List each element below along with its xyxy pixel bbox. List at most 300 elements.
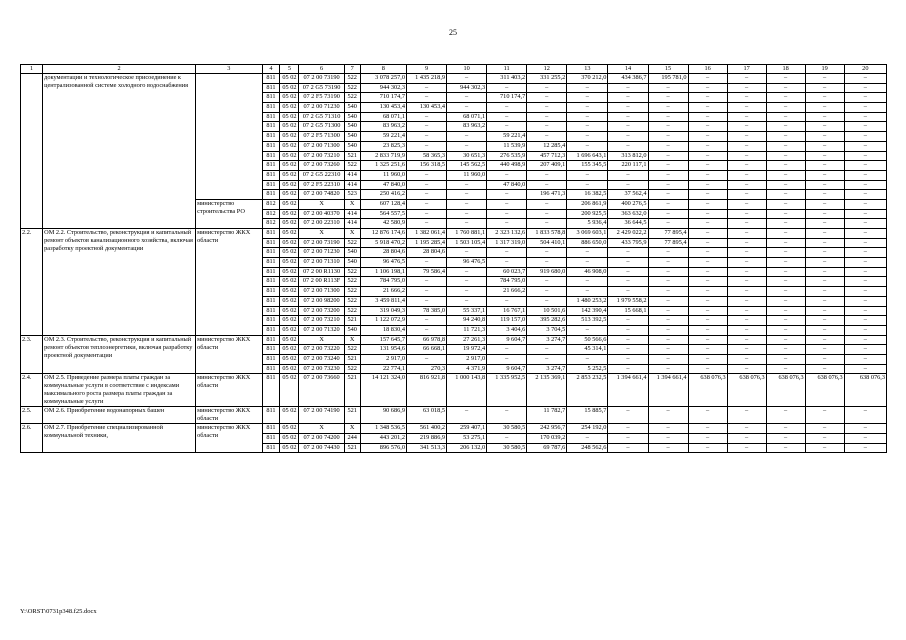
amount-cell: – — [648, 199, 688, 209]
header-cell: 2 — [43, 65, 196, 74]
amount-cell: 710 174,7 — [487, 93, 527, 103]
amount-cell: – — [844, 345, 886, 355]
amount-cell: – — [727, 267, 766, 277]
amount-cell: – — [844, 122, 886, 132]
budget-code-cell: 07 2 F5 71300 — [299, 132, 344, 142]
amount-cell: – — [567, 434, 608, 444]
budget-code-cell: 05 02 — [280, 209, 299, 219]
amount-cell: – — [487, 258, 527, 268]
amount-cell: – — [805, 170, 844, 180]
budget-code-cell: 07 2 00 74190 — [299, 407, 344, 424]
budget-code-cell: 07 2 00 40370 — [299, 209, 344, 219]
amount-cell: 11 539,9 — [487, 141, 527, 151]
amount-cell: 131 954,6 — [360, 345, 406, 355]
amount-cell: – — [406, 209, 446, 219]
amount-cell: – — [648, 424, 688, 434]
amount-cell: – — [844, 83, 886, 93]
budget-code-cell: 07 2 00 74430 — [299, 443, 344, 453]
amount-cell: – — [608, 287, 648, 297]
amount-cell: – — [688, 170, 727, 180]
header-cell: 7 — [344, 65, 360, 74]
budget-code-cell: 811 — [262, 258, 280, 268]
amount-cell: 11 721,3 — [447, 325, 487, 335]
amount-cell: 1 480 253,2 — [567, 296, 608, 306]
amount-cell: 157 645,7 — [360, 335, 406, 345]
amount-cell: 5 918 470,2 — [360, 238, 406, 248]
amount-cell: – — [688, 229, 727, 239]
table-row — [21, 229, 887, 239]
amount-cell: – — [527, 199, 567, 209]
amount-cell: – — [766, 277, 805, 287]
amount-cell: – — [688, 180, 727, 190]
amount-cell: 434 386,7 — [608, 74, 648, 84]
budget-code-cell: 07 2 G5 71300 — [299, 122, 344, 132]
amount-cell: 886 650,0 — [567, 238, 608, 248]
budget-code-cell: 07 2 00 71230 — [299, 103, 344, 113]
amount-cell: 21 666,2 — [360, 287, 406, 297]
budget-code-cell: 05 02 — [280, 407, 299, 424]
budget-code-cell: 540 — [344, 248, 360, 258]
amount-cell: 1 760 881,1 — [447, 229, 487, 239]
amount-cell: 19 972,4 — [447, 345, 487, 355]
responsible-executor: министерство ЖКХ области — [196, 335, 262, 374]
amount-cell: 60 023,7 — [487, 267, 527, 277]
amount-cell: 561 400,2 — [406, 424, 446, 434]
amount-cell: – — [766, 141, 805, 151]
budget-code-cell: 521 — [344, 374, 360, 407]
amount-cell: – — [766, 407, 805, 424]
amount-cell: 1 106 198,1 — [360, 267, 406, 277]
budget-code-cell: 05 02 — [280, 296, 299, 306]
budget-code-cell: 07 2 00 73230 — [299, 364, 344, 374]
amount-cell: – — [447, 219, 487, 229]
header-cell: 8 — [360, 65, 406, 74]
amount-cell: – — [805, 229, 844, 239]
budget-code-cell: 07 2 00 74820 — [299, 190, 344, 200]
amount-cell: – — [727, 199, 766, 209]
amount-cell: – — [688, 364, 727, 374]
budget-code-cell: 811 — [262, 83, 280, 93]
amount-cell: – — [805, 132, 844, 142]
amount-cell: – — [527, 112, 567, 122]
amount-cell: 207 409,1 — [527, 161, 567, 171]
amount-cell: 21 666,2 — [487, 287, 527, 297]
amount-cell: 130 453,4 — [406, 103, 446, 113]
item-number: 2.4. — [21, 374, 43, 407]
amount-cell: – — [688, 209, 727, 219]
amount-cell: – — [406, 83, 446, 93]
budget-code-cell: 523 — [344, 190, 360, 200]
budget-code-cell: 05 02 — [280, 345, 299, 355]
header-cell: 17 — [727, 65, 766, 74]
budget-code-cell: 05 02 — [280, 132, 299, 142]
budget-code-cell: 522 — [344, 345, 360, 355]
amount-cell: – — [608, 112, 648, 122]
budget-code-cell: 05 02 — [280, 354, 299, 364]
budget-code-cell: 414 — [344, 170, 360, 180]
amount-cell: – — [648, 335, 688, 345]
budget-code-cell: 811 — [262, 443, 280, 453]
amount-cell: – — [648, 277, 688, 287]
amount-cell: 200 925,5 — [567, 209, 608, 219]
amount-cell: – — [648, 190, 688, 200]
amount-cell: – — [844, 277, 886, 287]
header-cell: 10 — [447, 65, 487, 74]
amount-cell: – — [487, 122, 527, 132]
amount-cell: – — [447, 267, 487, 277]
amount-cell: – — [527, 170, 567, 180]
amount-cell: 14 121 324,0 — [360, 374, 406, 407]
amount-cell: 47 840,0 — [487, 180, 527, 190]
amount-cell: – — [567, 83, 608, 93]
amount-cell: – — [608, 258, 648, 268]
amount-cell: 47 840,0 — [360, 180, 406, 190]
amount-cell: – — [527, 248, 567, 258]
amount-cell: – — [805, 180, 844, 190]
amount-cell: – — [805, 306, 844, 316]
amount-cell: 206 132,0 — [447, 443, 487, 453]
amount-cell: 440 498,9 — [487, 161, 527, 171]
amount-cell: – — [688, 219, 727, 229]
amount-cell: – — [648, 93, 688, 103]
amount-cell: – — [766, 443, 805, 453]
responsible-executor — [196, 74, 262, 200]
amount-cell: – — [844, 258, 886, 268]
amount-cell: – — [688, 424, 727, 434]
amount-cell: 3 078 257,0 — [360, 74, 406, 84]
header-cell: 18 — [766, 65, 805, 74]
amount-cell: 156 318,5 — [406, 161, 446, 171]
amount-cell: – — [567, 122, 608, 132]
amount-cell: – — [766, 199, 805, 209]
amount-cell: – — [844, 407, 886, 424]
amount-cell: – — [688, 83, 727, 93]
amount-cell: – — [487, 209, 527, 219]
amount-cell: – — [688, 112, 727, 122]
amount-cell: – — [727, 170, 766, 180]
amount-cell: 28 804,6 — [406, 248, 446, 258]
amount-cell: – — [447, 248, 487, 258]
amount-cell: 944 302,3 — [360, 83, 406, 93]
amount-cell: – — [727, 335, 766, 345]
header-row — [21, 65, 887, 74]
amount-cell: 59 221,4 — [360, 132, 406, 142]
amount-cell: – — [688, 354, 727, 364]
amount-cell: – — [766, 112, 805, 122]
amount-cell: – — [805, 74, 844, 84]
budget-code-cell: 07 2 00 73220 — [299, 345, 344, 355]
amount-cell: – — [805, 434, 844, 444]
amount-cell: – — [805, 112, 844, 122]
amount-cell: – — [567, 132, 608, 142]
budget-code-cell: X — [344, 335, 360, 345]
amount-cell: – — [766, 424, 805, 434]
amount-cell: 363 632,0 — [608, 209, 648, 219]
amount-cell: – — [447, 199, 487, 209]
budget-code-cell: 05 02 — [280, 229, 299, 239]
amount-cell: – — [447, 132, 487, 142]
header-cell: 19 — [805, 65, 844, 74]
amount-cell: – — [844, 229, 886, 239]
amount-cell: 42 580,9 — [360, 219, 406, 229]
amount-cell: – — [688, 122, 727, 132]
amount-cell: 896 576,0 — [360, 443, 406, 453]
amount-cell: – — [447, 141, 487, 151]
amount-cell: – — [727, 229, 766, 239]
amount-cell: – — [844, 93, 886, 103]
amount-cell: 1 833 578,8 — [527, 229, 567, 239]
amount-cell: – — [844, 190, 886, 200]
amount-cell: 3 069 603,1 — [567, 229, 608, 239]
amount-cell: – — [805, 424, 844, 434]
amount-cell: – — [805, 151, 844, 161]
amount-cell: 23 825,3 — [360, 141, 406, 151]
amount-cell: – — [805, 141, 844, 151]
budget-code-cell: X — [299, 335, 344, 345]
amount-cell: – — [447, 209, 487, 219]
amount-cell: – — [805, 335, 844, 345]
responsible-executor: министерство ЖКХ области — [196, 229, 262, 336]
amount-cell: – — [844, 180, 886, 190]
item-number — [21, 74, 43, 229]
table-row — [21, 335, 887, 345]
budget-code-cell: 811 — [262, 407, 280, 424]
responsible-executor: министерство строительства РО — [196, 199, 262, 228]
amount-cell: – — [648, 364, 688, 374]
amount-cell: 4 371,9 — [447, 364, 487, 374]
amount-cell: – — [727, 407, 766, 424]
amount-cell: – — [608, 316, 648, 326]
amount-cell: – — [608, 248, 648, 258]
amount-cell: – — [608, 277, 648, 287]
budget-code-cell: 811 — [262, 151, 280, 161]
amount-cell: 242 956,7 — [527, 424, 567, 434]
amount-cell: 1 317 319,0 — [487, 238, 527, 248]
amount-cell: 433 795,9 — [608, 238, 648, 248]
measure-name: ОМ 2.5. Приведение размера платы граждан за коммунальные услуги в соответствие с индексами максимального роста размера платы граждан за коммунальные услуги — [43, 374, 196, 407]
amount-cell: – — [567, 258, 608, 268]
amount-cell: – — [688, 161, 727, 171]
amount-cell: – — [727, 306, 766, 316]
amount-cell: 69 787,6 — [527, 443, 567, 453]
amount-cell: – — [727, 161, 766, 171]
amount-cell: – — [844, 287, 886, 297]
budget-code-cell: 07 2 00 71300 — [299, 287, 344, 297]
footer-filepath: Y:\ORST\0731p348.f25.docx — [20, 608, 97, 615]
amount-cell: – — [805, 199, 844, 209]
amount-cell: – — [406, 93, 446, 103]
budget-code-cell: 07 2 00 71300 — [299, 141, 344, 151]
amount-cell: – — [648, 151, 688, 161]
budget-code-cell: 521 — [344, 151, 360, 161]
amount-cell: – — [805, 161, 844, 171]
amount-cell: – — [805, 190, 844, 200]
amount-cell: – — [805, 209, 844, 219]
amount-cell: 11 782,7 — [527, 407, 567, 424]
budget-code-cell: 811 — [262, 325, 280, 335]
budget-code-cell: 811 — [262, 229, 280, 239]
amount-cell: – — [727, 364, 766, 374]
amount-cell: – — [805, 103, 844, 113]
amount-cell: – — [648, 132, 688, 142]
amount-cell: 1 394 661,4 — [608, 374, 648, 407]
amount-cell: – — [648, 267, 688, 277]
amount-cell: 220 117,1 — [608, 161, 648, 171]
amount-cell: – — [487, 103, 527, 113]
amount-cell: – — [844, 316, 886, 326]
amount-cell: – — [766, 248, 805, 258]
amount-cell: – — [688, 306, 727, 316]
amount-cell: – — [567, 112, 608, 122]
amount-cell: 96 476,5 — [360, 258, 406, 268]
amount-cell: 83 963,2 — [360, 122, 406, 132]
amount-cell: 1 979 558,2 — [608, 296, 648, 306]
measure-name: ОМ 2.3. Строительство, реконструкция и капитальный ремонт объектов теплоэнергетики, включая разработку проектной документации — [43, 335, 196, 374]
amount-cell: – — [447, 407, 487, 424]
amount-cell: – — [608, 335, 648, 345]
budget-code-cell: 05 02 — [280, 248, 299, 258]
budget-code-cell: 811 — [262, 277, 280, 287]
budget-code-cell: 05 02 — [280, 316, 299, 326]
amount-cell: – — [727, 345, 766, 355]
amount-cell: – — [648, 443, 688, 453]
amount-cell: – — [766, 316, 805, 326]
amount-cell: 30 651,3 — [447, 151, 487, 161]
budget-code-cell: 522 — [344, 306, 360, 316]
budget-code-cell: 05 02 — [280, 267, 299, 277]
amount-cell: – — [608, 325, 648, 335]
amount-cell: – — [648, 316, 688, 326]
amount-cell: 90 686,9 — [360, 407, 406, 424]
budget-code-cell: 811 — [262, 74, 280, 84]
budget-code-cell: 05 02 — [280, 238, 299, 248]
amount-cell: – — [608, 407, 648, 424]
amount-cell: – — [766, 238, 805, 248]
amount-cell: – — [447, 74, 487, 84]
amount-cell: – — [527, 277, 567, 287]
amount-cell: 12 285,4 — [527, 141, 567, 151]
budget-code-cell: 522 — [344, 74, 360, 84]
amount-cell: 370 212,0 — [567, 74, 608, 84]
amount-cell: – — [487, 345, 527, 355]
amount-cell: – — [648, 248, 688, 258]
budget-code-cell: 05 02 — [280, 161, 299, 171]
amount-cell: – — [805, 238, 844, 248]
amount-cell: 145 562,5 — [447, 161, 487, 171]
amount-cell: – — [727, 74, 766, 84]
amount-cell: 276 535,9 — [487, 151, 527, 161]
budget-code-cell: 540 — [344, 325, 360, 335]
budget-code-cell: 811 — [262, 287, 280, 297]
amount-cell: – — [608, 267, 648, 277]
amount-cell: – — [844, 219, 886, 229]
amount-cell: 638 076,3 — [727, 374, 766, 407]
amount-cell: 2 135 369,1 — [527, 374, 567, 407]
amount-cell: 1 325 251,6 — [360, 161, 406, 171]
amount-cell: – — [844, 209, 886, 219]
amount-cell: 1 503 105,4 — [447, 238, 487, 248]
amount-cell: 1 122 072,9 — [360, 316, 406, 326]
amount-cell: – — [688, 407, 727, 424]
budget-code-cell: 05 02 — [280, 103, 299, 113]
amount-cell: – — [727, 190, 766, 200]
amount-cell: – — [727, 103, 766, 113]
budget-code-cell: 811 — [262, 306, 280, 316]
amount-cell: – — [648, 209, 688, 219]
budget-code-cell: 07 2 00 73190 — [299, 238, 344, 248]
amount-cell: – — [727, 443, 766, 453]
amount-cell: – — [487, 190, 527, 200]
amount-cell: 457 712,3 — [527, 151, 567, 161]
amount-cell: – — [487, 407, 527, 424]
budget-code-cell: 811 — [262, 161, 280, 171]
amount-cell: – — [727, 316, 766, 326]
amount-cell: – — [688, 434, 727, 444]
item-number: 2.2. — [21, 229, 43, 336]
amount-cell: 638 076,3 — [688, 374, 727, 407]
amount-cell: 2 853 232,5 — [567, 374, 608, 407]
page-number: 25 — [449, 28, 457, 37]
amount-cell: – — [648, 354, 688, 364]
amount-cell: – — [447, 287, 487, 297]
amount-cell: – — [766, 325, 805, 335]
amount-cell: 784 795,0 — [360, 277, 406, 287]
amount-cell: – — [805, 325, 844, 335]
budget-code-cell: 811 — [262, 103, 280, 113]
budget-code-cell: 521 — [344, 316, 360, 326]
amount-cell: 50 566,6 — [567, 335, 608, 345]
amount-cell: – — [688, 103, 727, 113]
amount-cell: – — [766, 161, 805, 171]
amount-cell: – — [727, 83, 766, 93]
amount-cell: 259 407,1 — [447, 424, 487, 434]
amount-cell: – — [844, 112, 886, 122]
amount-cell: – — [844, 199, 886, 209]
amount-cell: – — [567, 103, 608, 113]
amount-cell: – — [648, 112, 688, 122]
amount-cell: – — [805, 316, 844, 326]
amount-cell: – — [688, 132, 727, 142]
amount-cell: 195 781,0 — [648, 74, 688, 84]
amount-cell: – — [487, 296, 527, 306]
amount-cell: – — [688, 238, 727, 248]
amount-cell: – — [727, 354, 766, 364]
amount-cell: – — [648, 122, 688, 132]
budget-code-cell: 07 2 00 R113F — [299, 277, 344, 287]
amount-cell: – — [608, 83, 648, 93]
budget-code-cell: 522 — [344, 238, 360, 248]
amount-cell: – — [766, 229, 805, 239]
header-cell: 16 — [688, 65, 727, 74]
amount-cell: – — [648, 287, 688, 297]
amount-cell: – — [805, 219, 844, 229]
amount-cell: – — [727, 238, 766, 248]
amount-cell: 3 704,5 — [527, 325, 567, 335]
budget-code-cell: 05 02 — [280, 306, 299, 316]
amount-cell: 270,3 — [406, 364, 446, 374]
amount-cell: – — [844, 306, 886, 316]
amount-cell: 319 049,3 — [360, 306, 406, 316]
budget-code-cell: 07 2 00 73240 — [299, 354, 344, 364]
amount-cell: 3 274,7 — [527, 364, 567, 374]
amount-cell: 311 403,2 — [487, 74, 527, 84]
amount-cell: – — [487, 354, 527, 364]
budget-code-cell: 07 2 00 22310 — [299, 219, 344, 229]
budget-code-cell: 244 — [344, 434, 360, 444]
budget-code-cell: 07 2 00 71310 — [299, 258, 344, 268]
budget-code-cell: 540 — [344, 132, 360, 142]
amount-cell: – — [688, 325, 727, 335]
